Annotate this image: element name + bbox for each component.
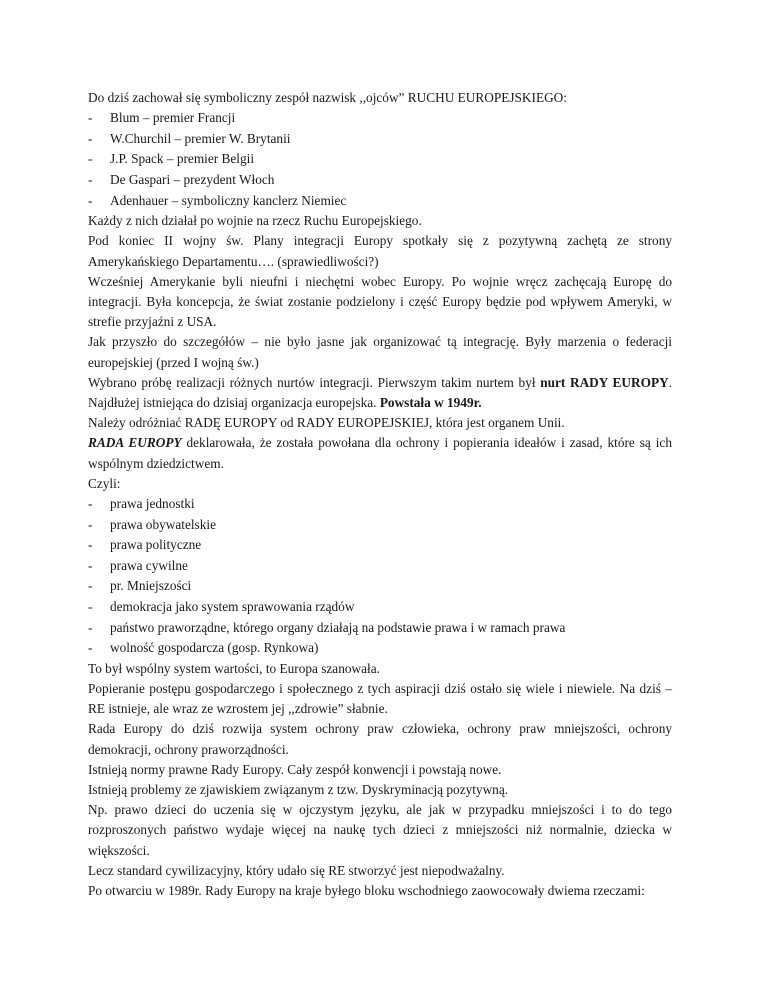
- dash-bullet: -: [88, 192, 93, 208]
- list-item: - Adenhauer – symboliczny kanclerz Niemiec: [88, 191, 672, 212]
- dash-bullet: -: [88, 151, 93, 167]
- paragraph: Każdy z nich działał po wojnie na rzecz Ruchu Europejskiego.: [88, 213, 422, 229]
- dash-bullet: -: [88, 619, 93, 635]
- paragraph: Lecz standard cywilizacyjny, który udało się RE stworzyć jest niepodważalny.: [88, 862, 505, 878]
- list-item: - De Gaspari – prezydent Włoch: [88, 170, 672, 191]
- paragraph: Jak przyszło do szczegółów – nie było jasne jak organizować tą integrację. Były marzenia o federacji europejskiej (przed I wojną św.): [88, 334, 672, 370]
- list-item: - prawa cywilne: [88, 556, 672, 577]
- list-item: - państwo praworządne, którego organy działają na podstawie prawa i w ramach prawa: [88, 618, 672, 639]
- intro-paragraph: Do dziś zachował się symboliczny zespół nazwisk ,,ojców” RUCHU EUROPEJSKIEGO:: [88, 90, 567, 105]
- paragraph: Należy odróżniać RADĘ EUROPY od RADY EUROPEJSKIEJ, która jest organem Unii.: [88, 415, 565, 431]
- list-item: - J.P. Spack – premier Belgii: [88, 149, 672, 170]
- fathers-list: [88, 108, 672, 211]
- list-item: - W.Churchil – premier W. Brytanii: [88, 129, 672, 150]
- dash-bullet: -: [88, 171, 93, 187]
- dash-bullet: -: [88, 130, 93, 146]
- paragraph: Wybrano próbę realizacji różnych nurtów integracji. Pierwszym takim nurtem był nurt RADY EUROPY. Najdłużej istniejąca do dzisiaj organizacja europejska. Powstała w 1949r.: [88, 374, 673, 410]
- paragraph: Pod koniec II wojny św. Plany integracji Europy spotkały się z pozytywną zachętą ze strony Amerykańskiego Departamentu…. (sprawiedliwości?): [88, 233, 672, 269]
- paragraph: Istnieją problemy ze zjawiskiem związanym z tzw. Dyskryminacją pozytywną.: [88, 781, 509, 797]
- paragraph: Popieranie postępu gospodarczego i społecznego z tych aspiracji dziś ostało się wiele i niewiele. Na dziś – RE istnieje, ale wraz ze wzrostem jej ,,zdrowie” słabnie.: [88, 680, 672, 717]
- list-item: - prawa obywatelskie: [88, 515, 672, 536]
- paragraph: Po otwarciu w 1989r. Rady Europy na kraje byłego bloku wschodniego zaowocowały dwiema rzeczami:: [88, 883, 645, 898]
- dash-bullet: -: [88, 598, 93, 614]
- dash-bullet: -: [88, 516, 93, 532]
- dash-bullet: -: [88, 640, 93, 656]
- paragraph: Np. prawo dzieci do uczenia się w ojczystym języku, ale jak w przypadku mniejszości i to do tego rozproszonych państwo wydaje więcej na naukę tych dzieci z mniejszości niż normalnie, dziecka w większości.: [88, 802, 672, 858]
- bold-italic-term: RADA EUROPY: [88, 435, 182, 451]
- dash-bullet: -: [88, 537, 93, 553]
- list-item: - prawa jednostki: [88, 494, 672, 515]
- dash-bullet: -: [88, 110, 93, 126]
- paragraph: To był wspólny system wartości, to Europa szanowała.: [88, 660, 380, 676]
- document-page: [88, 88, 672, 901]
- values-list: [88, 494, 672, 659]
- list-item: - wolność gospodarcza (gosp. Rynkowa): [88, 638, 672, 659]
- paragraph: Istnieją normy prawne Rady Europy. Cały zespół konwencji i powstają nowe.: [88, 761, 502, 777]
- list-item: - demokracja jako system sprawowania rządów: [88, 597, 672, 618]
- paragraph: Wcześniej Amerykanie byli nieufni i niechętni wobec Europy. Po wojnie wręcz zachęcają Europę do integracji. Była koncepcja, że świat zostanie podzielony i część Europy będzie pod wpływem Ameryki, w strefie przyjaźni z USA.: [88, 273, 672, 330]
- list-item: - pr. Mniejszości: [88, 576, 672, 597]
- dash-bullet: -: [88, 578, 93, 594]
- list-item: - Blum – premier Francji: [88, 108, 672, 129]
- bold-date: Powstała w 1949r.: [379, 395, 482, 410]
- bold-term: nurt RADY EUROPY: [540, 374, 669, 390]
- paragraph: Czyli:: [88, 475, 121, 491]
- paragraph: RADA EUROPY deklarowała, że została powołana dla ochrony i popierania ideałów i zasad, które są ich wspólnym dziedzictwem.: [88, 435, 672, 471]
- paragraph: Rada Europy do dziś rozwija system ochrony praw człowieka, ochrony praw mniejszości, ochrony demokracji, ochrony praworządności.: [88, 721, 672, 757]
- dash-bullet: -: [88, 496, 93, 512]
- dash-bullet: -: [88, 557, 93, 573]
- list-item: - prawa polityczne: [88, 535, 672, 556]
